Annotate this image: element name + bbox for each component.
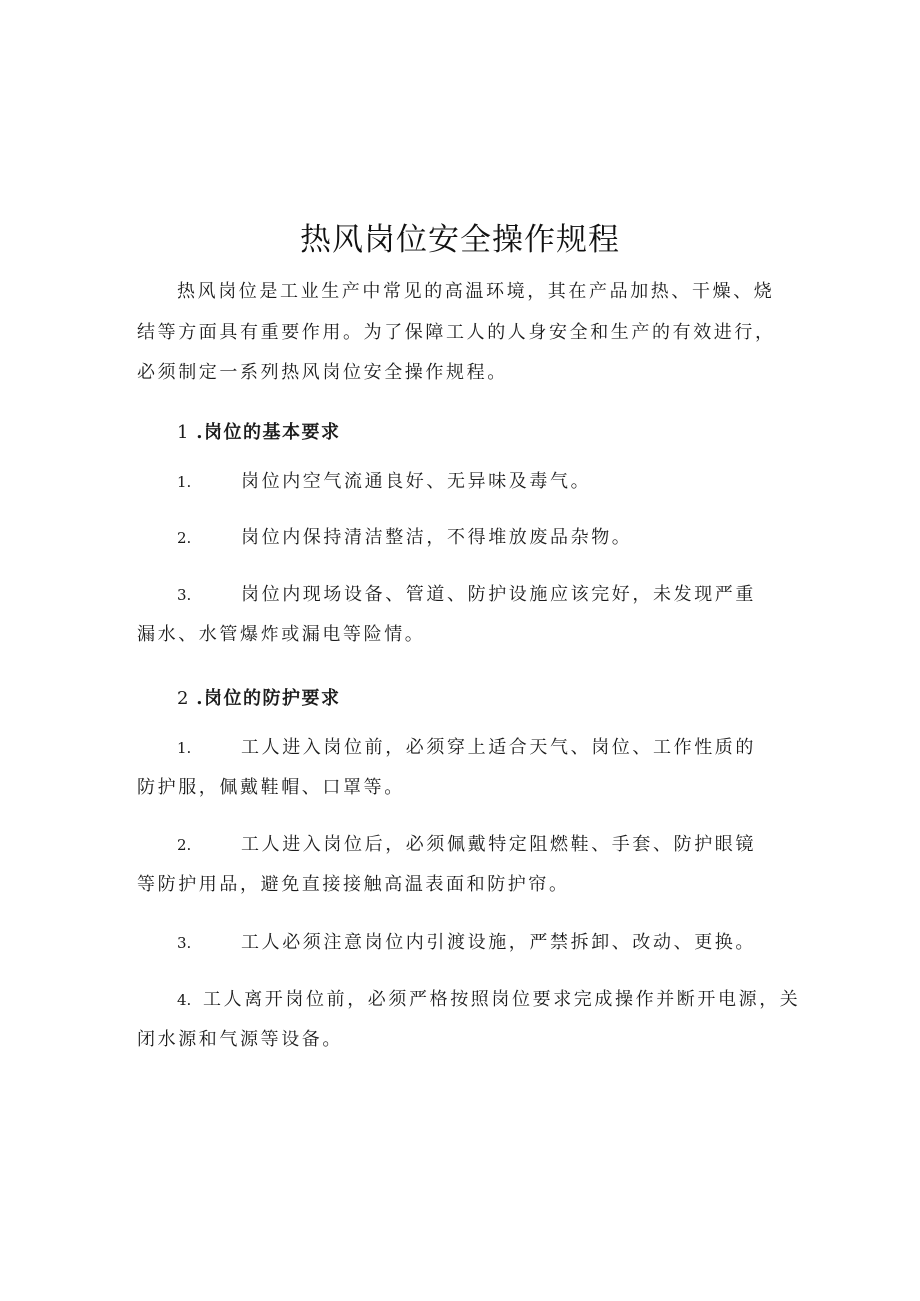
document-title: 热风岗位安全操作规程 [300,222,620,258]
section-heading-basic-requirements [177,418,341,444]
item-text: 工人必须注意岗位内引渡设施，严禁拆卸、改动、更换。 [241,932,756,953]
section-title: .岗位的基本要求 [196,422,341,443]
item-text-continued: 漏水、水管爆炸或漏电等险情。 [137,624,426,645]
list-item [137,728,787,808]
list-item [137,518,787,558]
item-number: 3. [177,934,192,952]
section-number: 2 [177,688,189,709]
intro-paragraph: 热风岗位是工业生产中常见的高温环境，其在产品加热、干燥、烧结等方面具有重要作用。为了保障工人的人身安全和生产的有效进行，必须制定一系列热风岗位安全操作规程。 [137,281,776,383]
item-text: 岗位内现场设备、管道、防护设施应该完好，未发现严重 [241,584,756,605]
item-text-continued: 防护服，佩戴鞋帽、口罩等。 [137,777,405,798]
item-text: 工人离开岗位前，必须严格按照岗位要求完成操作并断开电源，关 [203,989,801,1010]
section-number: 1 [177,422,189,443]
item-number: 1. [177,473,192,491]
item-text: 工人进入岗位前，必须穿上适合天气、岗位、工作性质的 [241,737,756,758]
list-item [137,923,787,963]
item-text-continued: 闭水源和气源等设备。 [137,1029,343,1050]
item-number: 2. [177,529,192,547]
item-number: 2. [177,836,192,854]
item-text: 工人进入岗位后，必须佩戴特定阻燃鞋、手套、防护眼镜 [241,834,756,855]
section-title: .岗位的防护要求 [196,688,341,709]
item-text: 岗位内保持清洁整洁，不得堆放废品杂物。 [241,527,633,548]
list-item [137,575,787,655]
item-text-continued: 等防护用品，避免直接接触高温表面和防护帘。 [137,874,570,895]
item-number: 4. [177,991,192,1009]
item-number: 3. [177,586,192,604]
list-item [137,825,787,905]
list-item [137,980,801,1060]
item-text: 岗位内空气流通良好、无异味及毒气。 [241,471,592,492]
item-number: 1. [177,739,192,757]
section-heading-protection-requirements [177,684,341,710]
list-item [137,462,787,502]
